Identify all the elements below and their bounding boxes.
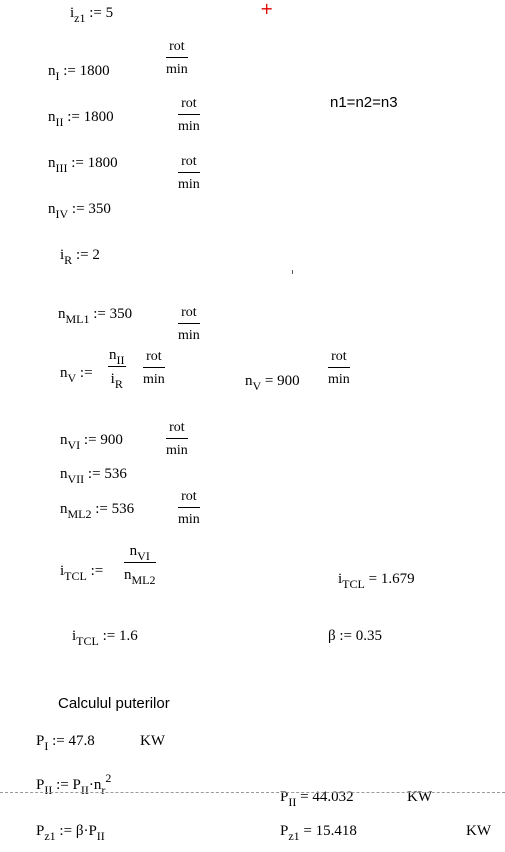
unit-Pz1: KW	[466, 823, 491, 839]
note-text[interactable]: n1=n2=n3	[330, 94, 398, 111]
unit-PII: KW	[407, 789, 432, 805]
frac-nVI-over-nML2: $n_{VI}$ $n_{ML2}$	[124, 543, 156, 587]
eq-Pz1-def[interactable]: $P_{z1}$ := $\beta\cdot P_{II}$	[36, 823, 105, 843]
eq-nVI[interactable]: $n_{VI}$ := 900	[60, 432, 123, 452]
unit-nV: rot min	[143, 349, 165, 387]
unit-nML2: rot min	[178, 489, 200, 527]
eq-iR[interactable]: $i_R$ := 2	[60, 247, 100, 267]
result-iTCL[interactable]: $i_{TCL} = 1.679$	[338, 571, 415, 591]
unit-nI: rot min	[166, 39, 188, 77]
eq-nML2[interactable]: $n_{ML2}$ := 536	[60, 501, 135, 521]
result-Pz1[interactable]: $P_{z1} = 15.418$	[280, 823, 357, 843]
eq-iTCL[interactable]: $i_{TCL}$ := 1.6	[72, 628, 138, 648]
result-nV[interactable]: $n_V = 900$	[245, 373, 300, 393]
frac-nII-over-iR: $n_{II}$ $i_R$	[109, 347, 125, 391]
eq-nIV[interactable]: $n_{IV}$ := 350	[48, 201, 111, 221]
section-heading[interactable]: Calculul puterilor	[58, 695, 170, 712]
eq-nI[interactable]: $n_I$ := 1800	[48, 63, 110, 83]
eq-iTCL-def[interactable]: $i_{TCL}$ :=	[60, 563, 104, 583]
eq-nV[interactable]: $n_V$ :=	[60, 365, 93, 385]
eq-PII-def[interactable]: $P_{II}$ := $P_{II}\cdot n_r^2$	[36, 771, 112, 797]
unit-nIII: rot min	[178, 154, 200, 192]
unit-PI: KW	[140, 733, 165, 749]
eq-nIII[interactable]: $n_{III}$ := 1800	[48, 155, 118, 175]
result-PII[interactable]: $P_{II} = 44.032$	[280, 789, 354, 809]
page-break-line	[0, 792, 505, 793]
unit-nII: rot min	[178, 96, 200, 134]
eq-nII[interactable]: $n_{II}$ := 1800	[48, 109, 114, 129]
unit-nV-result: rot min	[328, 349, 350, 387]
eq-beta[interactable]: β := 0.35	[328, 628, 383, 644]
unit-nML1: rot min	[178, 305, 200, 343]
red-cursor-marker: +	[260, 0, 274, 18]
unit-nVI: rot min	[166, 420, 188, 458]
eq-nVII[interactable]: $n_{VII}$ := 536	[60, 466, 127, 486]
stray-mark	[292, 270, 293, 274]
eq-nML1[interactable]: $n_{ML1}$ := 350	[58, 306, 133, 326]
eq-iz1[interactable]: $i_{z1}$ := 5	[70, 5, 114, 25]
eq-PI[interactable]: $P_I$ := 47.8	[36, 733, 95, 753]
